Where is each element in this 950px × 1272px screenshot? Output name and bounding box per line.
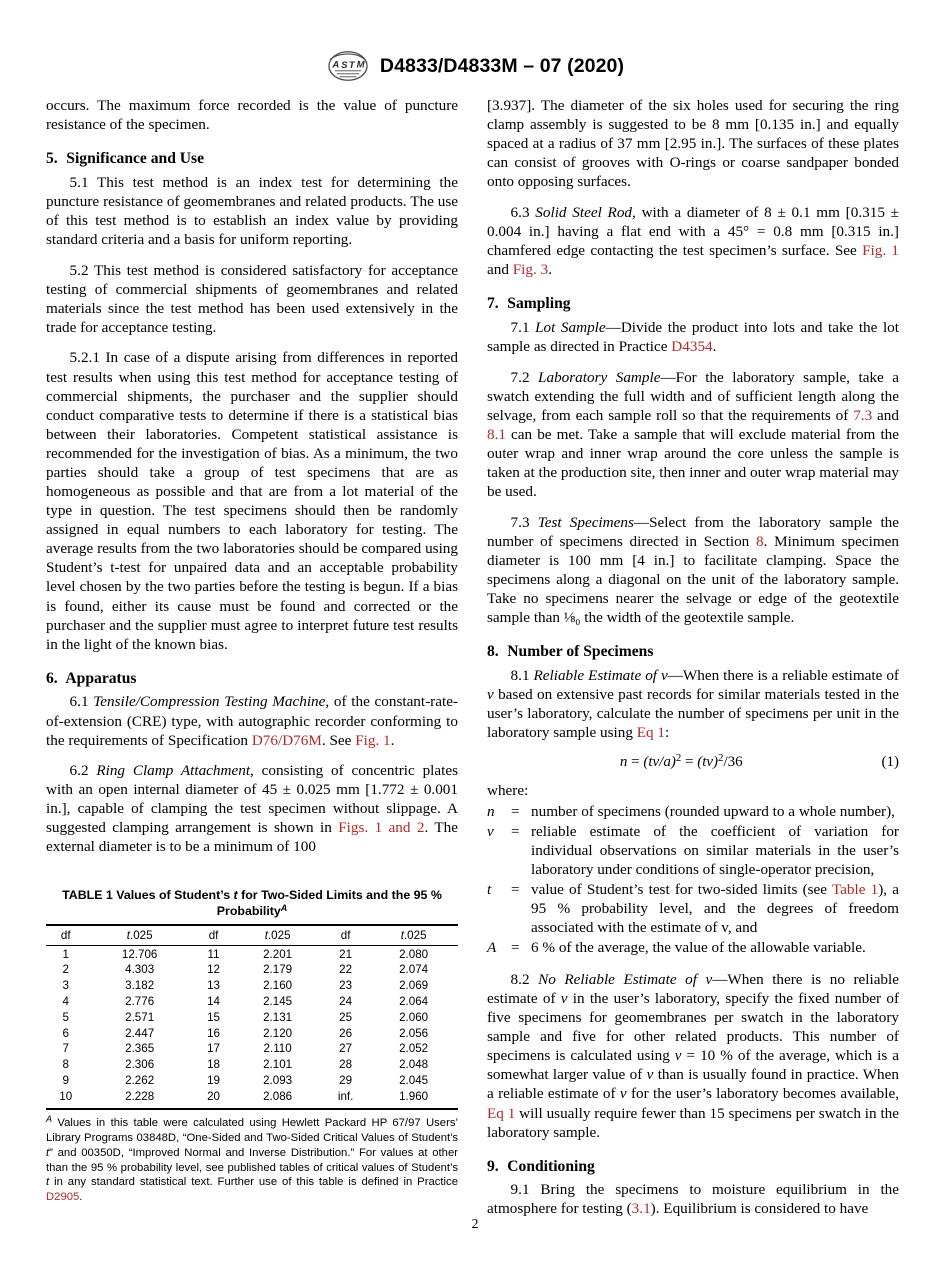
definition-row-A: [487, 938, 899, 958]
table-cell: 6: [62, 1026, 69, 1040]
paragraph-6-1-number: 6.1: [69, 693, 89, 711]
paragraph-7-2-mid: and: [872, 406, 899, 424]
table-cell: 2.160: [263, 979, 293, 993]
section-title-7: Sampling: [507, 295, 571, 313]
table-cell: 4.303: [125, 963, 155, 977]
table-cell: 23: [339, 979, 353, 993]
table-cell: 12: [207, 963, 221, 977]
table-1-caption-suffix: for Two-Sided Limits and the 95 % Probability: [216, 888, 442, 919]
paragraph-7-1-text-a: —Divide the product into lots and take the lot sample as directed in Practice: [487, 318, 899, 355]
left-column: [46, 96, 458, 857]
table-cell: 13: [207, 979, 221, 993]
paragraph-6-2-text-b: . The external diameter is to be a minimum of 100: [46, 819, 458, 856]
link-d4354[interactable]: D4354: [671, 337, 713, 355]
paragraph-7-1: [487, 318, 899, 356]
link-d76-d76m[interactable]: D76/D76M: [251, 731, 322, 749]
paragraph-6-3: [487, 203, 899, 279]
table-cell: 1: [62, 947, 69, 961]
paragraph-8-2-term: No Reliable Estimate of v: [538, 970, 713, 988]
paragraph-9-1: [487, 1180, 899, 1218]
table-cell: 5: [62, 1010, 69, 1024]
paragraph-7-2-text-b: can be met. Take a sample that will exclude material from the outer wrap and inner wrap around the core unless the sample is taken at the production site, then inner and outer wrap material may be used.: [487, 425, 899, 501]
link-figs-1-and-2[interactable]: Figs. 1 and 2: [338, 819, 425, 837]
table-cell: 7: [62, 1042, 69, 1056]
table-1-block: [46, 888, 458, 1205]
table-cell: 2: [62, 963, 69, 977]
definition-text-t: [531, 880, 899, 938]
paragraph-7-1-text-b: .: [712, 337, 717, 355]
paragraph-6-2-text-a: consisting of concentric plates with an open internal diameter of 45 ± 0.025 mm [1.772 ± 0.001 in.], capable of clamping the test specimen without slippage. A suggested clamping arrangement is shown in: [46, 762, 458, 837]
table-cell: 2.365: [125, 1042, 155, 1056]
table-1-footnote: [46, 1108, 458, 1205]
table-row: [46, 994, 458, 1010]
paragraph-8-2-v2: v: [674, 1047, 682, 1065]
table-cell: 2.228: [125, 1089, 155, 1103]
definition-text-v: reliable estimate of the coefficient of variation for individual observations on similar materials in the user’s laboratory under conditions of single-operator precision,: [531, 822, 899, 879]
paragraph-8-1-term: Reliable Estimate of v: [533, 666, 668, 684]
paragraph-6-3-term: Solid Steel Rod,: [535, 203, 636, 221]
table-1-header-t-rest-3: .025: [403, 929, 427, 943]
paragraph-8-1: [487, 666, 899, 742]
section-number-7: 7.: [487, 295, 499, 313]
link-eq-1-b[interactable]: Eq 1: [487, 1104, 516, 1122]
table-cell: 3.182: [125, 979, 155, 993]
table-cell: 11: [207, 947, 220, 961]
section-number-9: 9.: [487, 1157, 499, 1175]
table-cell: 22: [339, 963, 353, 977]
link-7-3[interactable]: 7.3: [853, 406, 873, 424]
table-1-header-t025-3: [369, 925, 458, 946]
paragraph-6-2-number: 6.2: [69, 762, 89, 780]
paragraph-8-2-v4: v: [619, 1085, 627, 1103]
table-cell: 2.052: [399, 1042, 429, 1056]
svg-text:T: T: [348, 60, 355, 72]
table-1-footnote-a: Values in this table were calculated using Hewlett Packard HP 67/97 Users’ Library Programs 03848D, “One-Sided and Two-Sided Critical Values of Student's: [46, 1116, 458, 1144]
definition-symbol-A: A: [487, 939, 497, 957]
table-cell: 2.110: [263, 1042, 292, 1056]
paragraph-7-3-term: Test Specimens: [537, 513, 634, 531]
section-number-6: 6.: [46, 669, 58, 687]
section-number-8: 8.: [487, 643, 499, 661]
paragraph-8-2-v1: v: [560, 990, 568, 1008]
table-cell: 2.080: [399, 947, 429, 961]
table-cell: 2.262: [125, 1073, 155, 1087]
paragraph-6-2: [46, 761, 458, 856]
table-1-caption-prefix: TABLE 1 Values of Student’s: [62, 888, 234, 902]
table-1-header-df-2: df: [194, 925, 233, 946]
paragraph-7-1-term: Lot Sample: [535, 318, 606, 336]
section-title-8: Number of Specimens: [507, 643, 654, 661]
paragraph-6-3-number: 6.3: [510, 203, 530, 221]
paragraph-8-2-v3: v: [646, 1066, 654, 1084]
paragraph-7-3-text-b: . Minimum specimen diameter is 100 mm [4 in.] to facilitate clamping. Space the specimens along a diagonal on the unit of the laboratory sample. Take no specimens nearer the selvage or edge of the geotextile sample than: [487, 532, 899, 626]
equation-1-row: [487, 752, 899, 772]
table-cell: 2.048: [399, 1058, 429, 1072]
table-cell: 2.074: [399, 963, 429, 977]
table-cell: 2.776: [125, 995, 155, 1008]
paragraph-6-1-text-a: of the constant-rate-of-extension (CRE) type, with autographic recorder conforming to the requirements of Specification: [46, 693, 458, 749]
definition-equals-A: =: [511, 939, 520, 957]
paragraph-8-2-text-a: —When there is no reliable estimate of: [487, 970, 899, 1008]
table-1-footnote-italic-2: t: [46, 1176, 50, 1189]
paragraph-7-1-number: 7.1: [510, 318, 530, 336]
section-title-6: Apparatus: [65, 669, 137, 687]
table-cell: 2.306: [125, 1058, 155, 1072]
table-cell: 2.064: [399, 995, 429, 1008]
paragraph-7-3: [487, 513, 899, 627]
table-1-header-row: [46, 925, 458, 946]
paragraph-5-2-1: 5.2.1 In case of a dispute arising from differences in reported test results when using this test method for acceptance testing of commercial shipments, the purchaser and the supplier should conduct comparative tests to determine if there is a statistical bias between their laboratories. Competent statistical assistance is recommended for the investigation of bias. As a minimum, the two parties should take a group of test specimens that are as homogeneous as possible and that are from a lot material of the type in question. The test specimens should then be randomly assigned in equal numbers to each laboratory for testing. The average results from the two laboratories should be compared using Student’s t-test for unpaired data and an acceptable probability level chosen by the two parties before the testing is begun. If a bias is found, either its cause must be found and corrected or the purchaser and the supplier must agree to interpret future test results in the light of the known bias.: [46, 349, 458, 653]
table-1-header-t-italic-2: t: [264, 929, 268, 943]
paragraph-8-1-number: 8.1: [510, 666, 530, 684]
where-label: where:: [487, 781, 529, 799]
table-row: [46, 1041, 458, 1057]
table-cell: 16: [207, 1026, 221, 1040]
definition-text-A: 6 % of the average, the value of the allowable variable.: [531, 939, 866, 957]
paragraph-6-1-term: Tensile/Compression Testing Machine,: [93, 693, 330, 711]
paragraph-8-2-text-f: will usually require fewer than 15 specimens per swatch in the laboratory sample.: [487, 1104, 899, 1141]
paragraph-7-2: [487, 368, 899, 502]
definition-row-n: [487, 802, 899, 822]
section-number-5: 5.: [46, 150, 58, 168]
table-1-head: [46, 925, 458, 946]
paragraph-continuation: occurs. The maximum force recorded is the value of puncture resistance of the specimen.: [46, 97, 458, 134]
table-1: [46, 924, 458, 1104]
table-cell: 10: [59, 1089, 73, 1103]
table-cell: 3: [62, 979, 69, 993]
equation-1-body: $n = (tv/a)^2 = (tv)^2/36$: [619, 752, 743, 770]
page-number: 2: [471, 1216, 479, 1231]
table-cell: 2.093: [263, 1073, 293, 1087]
table-cell: 26: [339, 1026, 353, 1040]
definition-symbol-n: n: [487, 802, 495, 820]
paragraph-8-2-number: 8.2: [510, 970, 530, 988]
table-cell: 19: [207, 1073, 221, 1087]
table-1-header-df-3: df: [322, 925, 369, 946]
paragraph-8-1-text-a: —When there is a reliable estimate of: [667, 666, 899, 684]
table-row: [46, 1025, 458, 1041]
table-1-header-df-1: df: [46, 925, 85, 946]
table-1-body: [46, 946, 458, 1104]
table-row: [46, 1009, 458, 1025]
paragraph-8-1-text-c: :: [665, 724, 670, 742]
table-cell: 25: [339, 1010, 353, 1024]
table-cell: 29: [339, 1073, 353, 1087]
table-cell: 2.056: [399, 1026, 429, 1040]
definition-text-n: number of specimens (rounded upward to a whole number),: [531, 802, 895, 820]
astm-logo-icon: [326, 50, 370, 82]
paragraph-5-1: 5.1 This test method is an index test for determining the puncture resistance of geomembranes and related products. The use of this test method is to establish an index value by providing standard criteria and a basis for uniform reporting.: [46, 173, 458, 249]
right-column: [487, 96, 899, 1219]
link-8-1[interactable]: 8.1: [487, 425, 506, 443]
table-1-header-t-rest-1: .025: [129, 929, 153, 943]
table-row: [46, 1057, 458, 1073]
equation-1-number: (1): [881, 753, 899, 770]
paragraph-6-1-text-c: .: [390, 731, 395, 749]
definition-symbol-v: v: [487, 822, 494, 840]
section-heading-5: [46, 150, 458, 169]
definition-symbol-t: t: [487, 881, 492, 899]
table-cell: 9: [62, 1073, 69, 1087]
definition-equals-v: =: [511, 822, 520, 840]
paragraph-7-3-text-a: —Select from the laboratory sample the number of specimens directed in Section: [487, 513, 900, 550]
svg-text:S: S: [341, 60, 348, 72]
table-cell: 2.045: [399, 1073, 429, 1087]
paragraph-6-2-term: Ring Clamp Attachment,: [96, 762, 254, 780]
table-cell: 2.145: [263, 995, 293, 1008]
table-1-footnote-italic-1: t: [46, 1146, 50, 1159]
page-title: D4833/D4833M – 07 (2020): [379, 54, 625, 77]
svg-text:A: A: [332, 59, 340, 71]
table-1-footnote-d: .: [79, 1191, 83, 1204]
paragraph-7-3-text-c: the width of the geotextile sample.: [580, 609, 795, 626]
table-cell: 14: [207, 995, 221, 1008]
paragraph-6-3-text-a: with a diameter of 8 ± 0.1 mm [0.315 ± 0.004 in.] having a flat end with a 45° = 0.8 mm [0.315 in.] chamfered edge contacting the test specimen’s surface. See: [487, 203, 900, 260]
paragraph-7-2-number: 7.2: [510, 368, 530, 386]
paragraph-8-2-text-d: than is usually found in practice. When a reliable estimate of: [487, 1066, 899, 1103]
paragraph-7-3-fraction: ⅛₀: [563, 609, 581, 626]
page-header: [0, 50, 950, 82]
paragraph-6-1: [46, 692, 458, 749]
table-cell: 2.101: [263, 1058, 293, 1072]
table-1-header-t025-1: [85, 925, 193, 946]
paragraph-8-2: [487, 970, 899, 1142]
table-cell: 20: [207, 1089, 221, 1103]
table-1-header-t025-2: [233, 925, 322, 946]
table-1-footnote-marker: A: [46, 1114, 53, 1125]
table-cell: 2.179: [263, 963, 293, 977]
table-row: [46, 1073, 458, 1089]
table-1-header-t-italic-3: t: [400, 929, 404, 943]
paragraph-6-3-text-b: .: [548, 261, 552, 279]
definition-list: [487, 802, 899, 959]
paragraph-8-2-text-b: in the user’s laboratory, specify the fixed number of five specimens for geomembranes per swatch in the laboratory sample and five for other related products. This number of specimens is calculated using: [487, 990, 899, 1065]
definition-t-text-a: value of Student’s test for two-sided limits (see: [531, 881, 832, 899]
table-cell: 8: [62, 1058, 69, 1072]
link-table-1[interactable]: Table 1: [831, 881, 879, 899]
table-1-caption-italic: t: [233, 888, 238, 902]
table-cell: 2.131: [263, 1010, 293, 1024]
table-cell: 24: [339, 995, 353, 1008]
definition-row-t: [487, 880, 899, 938]
definition-equals-t: =: [511, 881, 520, 899]
paragraph-6-3-mid: and: [487, 261, 513, 279]
definition-t-text-b: ), a 95 % probability level, and the degrees of freedom associated with the estimate of v, and: [531, 881, 899, 937]
table-1-header-t-italic-1: t: [126, 929, 130, 943]
table-1-caption-footnote-marker: A: [280, 903, 288, 914]
section-title-5: Significance and Use: [66, 150, 205, 168]
section-heading-8: [487, 643, 899, 662]
table-cell: 2.086: [263, 1089, 293, 1103]
table-1-footnote-b: ” and 00350D, “Improved Normal and Inverse Distribution.” For values at other than the 95 % probability level, see published tables of critical values of Student’s: [46, 1146, 458, 1174]
table-cell: 27: [339, 1042, 353, 1056]
paragraph-9-1-text-a: 9.1 Bring the specimens to moisture equilibrium in the atmosphere for testing (: [487, 1181, 899, 1218]
paragraph-continuation-right: [3.937]. The diameter of the six holes used for securing the ring clamp assembly is suggested to be 8 mm [0.135 in.] and equally spaced at a radius of 37 mm [2.95 in.]. The surfaces of these plates can consist of grooves with O-rings or coarse sandpaper bonded onto opposing surfaces.: [487, 97, 899, 191]
paragraph-5-2: 5.2 This test method is considered satisfactory for acceptance testing of commercial shipments of geomembranes and related materials since the test method has been used extensively in the trade for acceptance testing.: [46, 261, 458, 336]
table-row: [46, 1088, 458, 1104]
paragraph-8-1-v1: v: [487, 685, 494, 703]
paragraph-7-2-text-a: —For the laboratory sample, take a swatch extending the full width and of sufficient length along the selvage, from each sample roll so that the requirements of: [487, 368, 900, 424]
table-row: [46, 978, 458, 994]
svg-text:M: M: [356, 59, 365, 71]
section-heading-7: [487, 295, 899, 314]
section-heading-6: [46, 670, 458, 689]
table-cell: 4: [62, 995, 69, 1008]
table-cell: 15: [207, 1010, 221, 1024]
table-cell: 2.120: [263, 1026, 293, 1040]
table-cell: 2.447: [125, 1026, 155, 1040]
paragraph-7-2-term: Laboratory Sample: [538, 368, 661, 386]
definition-equals-n: =: [511, 802, 520, 820]
table-cell: 2.060: [399, 1010, 429, 1024]
paragraph-8-2-text-c: = 10 % of the average, which is a somewhat larger value of: [487, 1047, 899, 1084]
table-cell: 1.960: [399, 1089, 429, 1103]
table-cell: 17: [207, 1042, 221, 1056]
paragraph-9-1-text-b: ). Equilibrium is considered to have: [650, 1200, 869, 1218]
table-cell: inf.: [337, 1089, 354, 1103]
link-3-1[interactable]: 3.1: [631, 1200, 651, 1218]
table-row: [46, 962, 458, 978]
table-cell: 2.571: [125, 1010, 155, 1024]
link-fig-3[interactable]: Fig. 3: [512, 261, 549, 279]
link-fig-1[interactable]: Fig. 1: [355, 731, 391, 749]
section-title-9: Conditioning: [507, 1157, 595, 1175]
table-cell: 18: [207, 1058, 221, 1072]
paragraph-8-1-text-b: based on extensive past records for similar materials tested in the user’s laboratory, calculate the number of specimens per unit in the laboratory sample using: [487, 685, 899, 742]
table-1-caption: [46, 888, 458, 919]
table-cell: 2.069: [399, 979, 429, 993]
definition-row-v: [487, 822, 899, 880]
table-cell: 2.201: [263, 947, 293, 961]
link-section-8[interactable]: 8: [756, 532, 764, 550]
paragraph-8-2-text-e: for the user’s laboratory becomes available,: [626, 1085, 899, 1103]
link-fig-1-right[interactable]: Fig. 1: [862, 242, 900, 260]
table-cell: 21: [339, 947, 353, 961]
link-eq-1[interactable]: Eq 1: [636, 724, 665, 742]
table-1-footnote-c: in any standard statistical text. Further use of this table is defined in Practice: [49, 1176, 458, 1189]
table-cell: 28: [339, 1058, 353, 1072]
table-row: [46, 946, 458, 962]
link-d2905[interactable]: D2905: [46, 1191, 80, 1204]
paragraph-7-3-number: 7.3: [510, 513, 530, 531]
table-1-header-t-rest-2: .025: [267, 929, 291, 943]
table-cell: 12.706: [121, 947, 158, 961]
section-heading-9: [487, 1158, 899, 1177]
paragraph-6-1-text-b: . See: [321, 731, 356, 749]
